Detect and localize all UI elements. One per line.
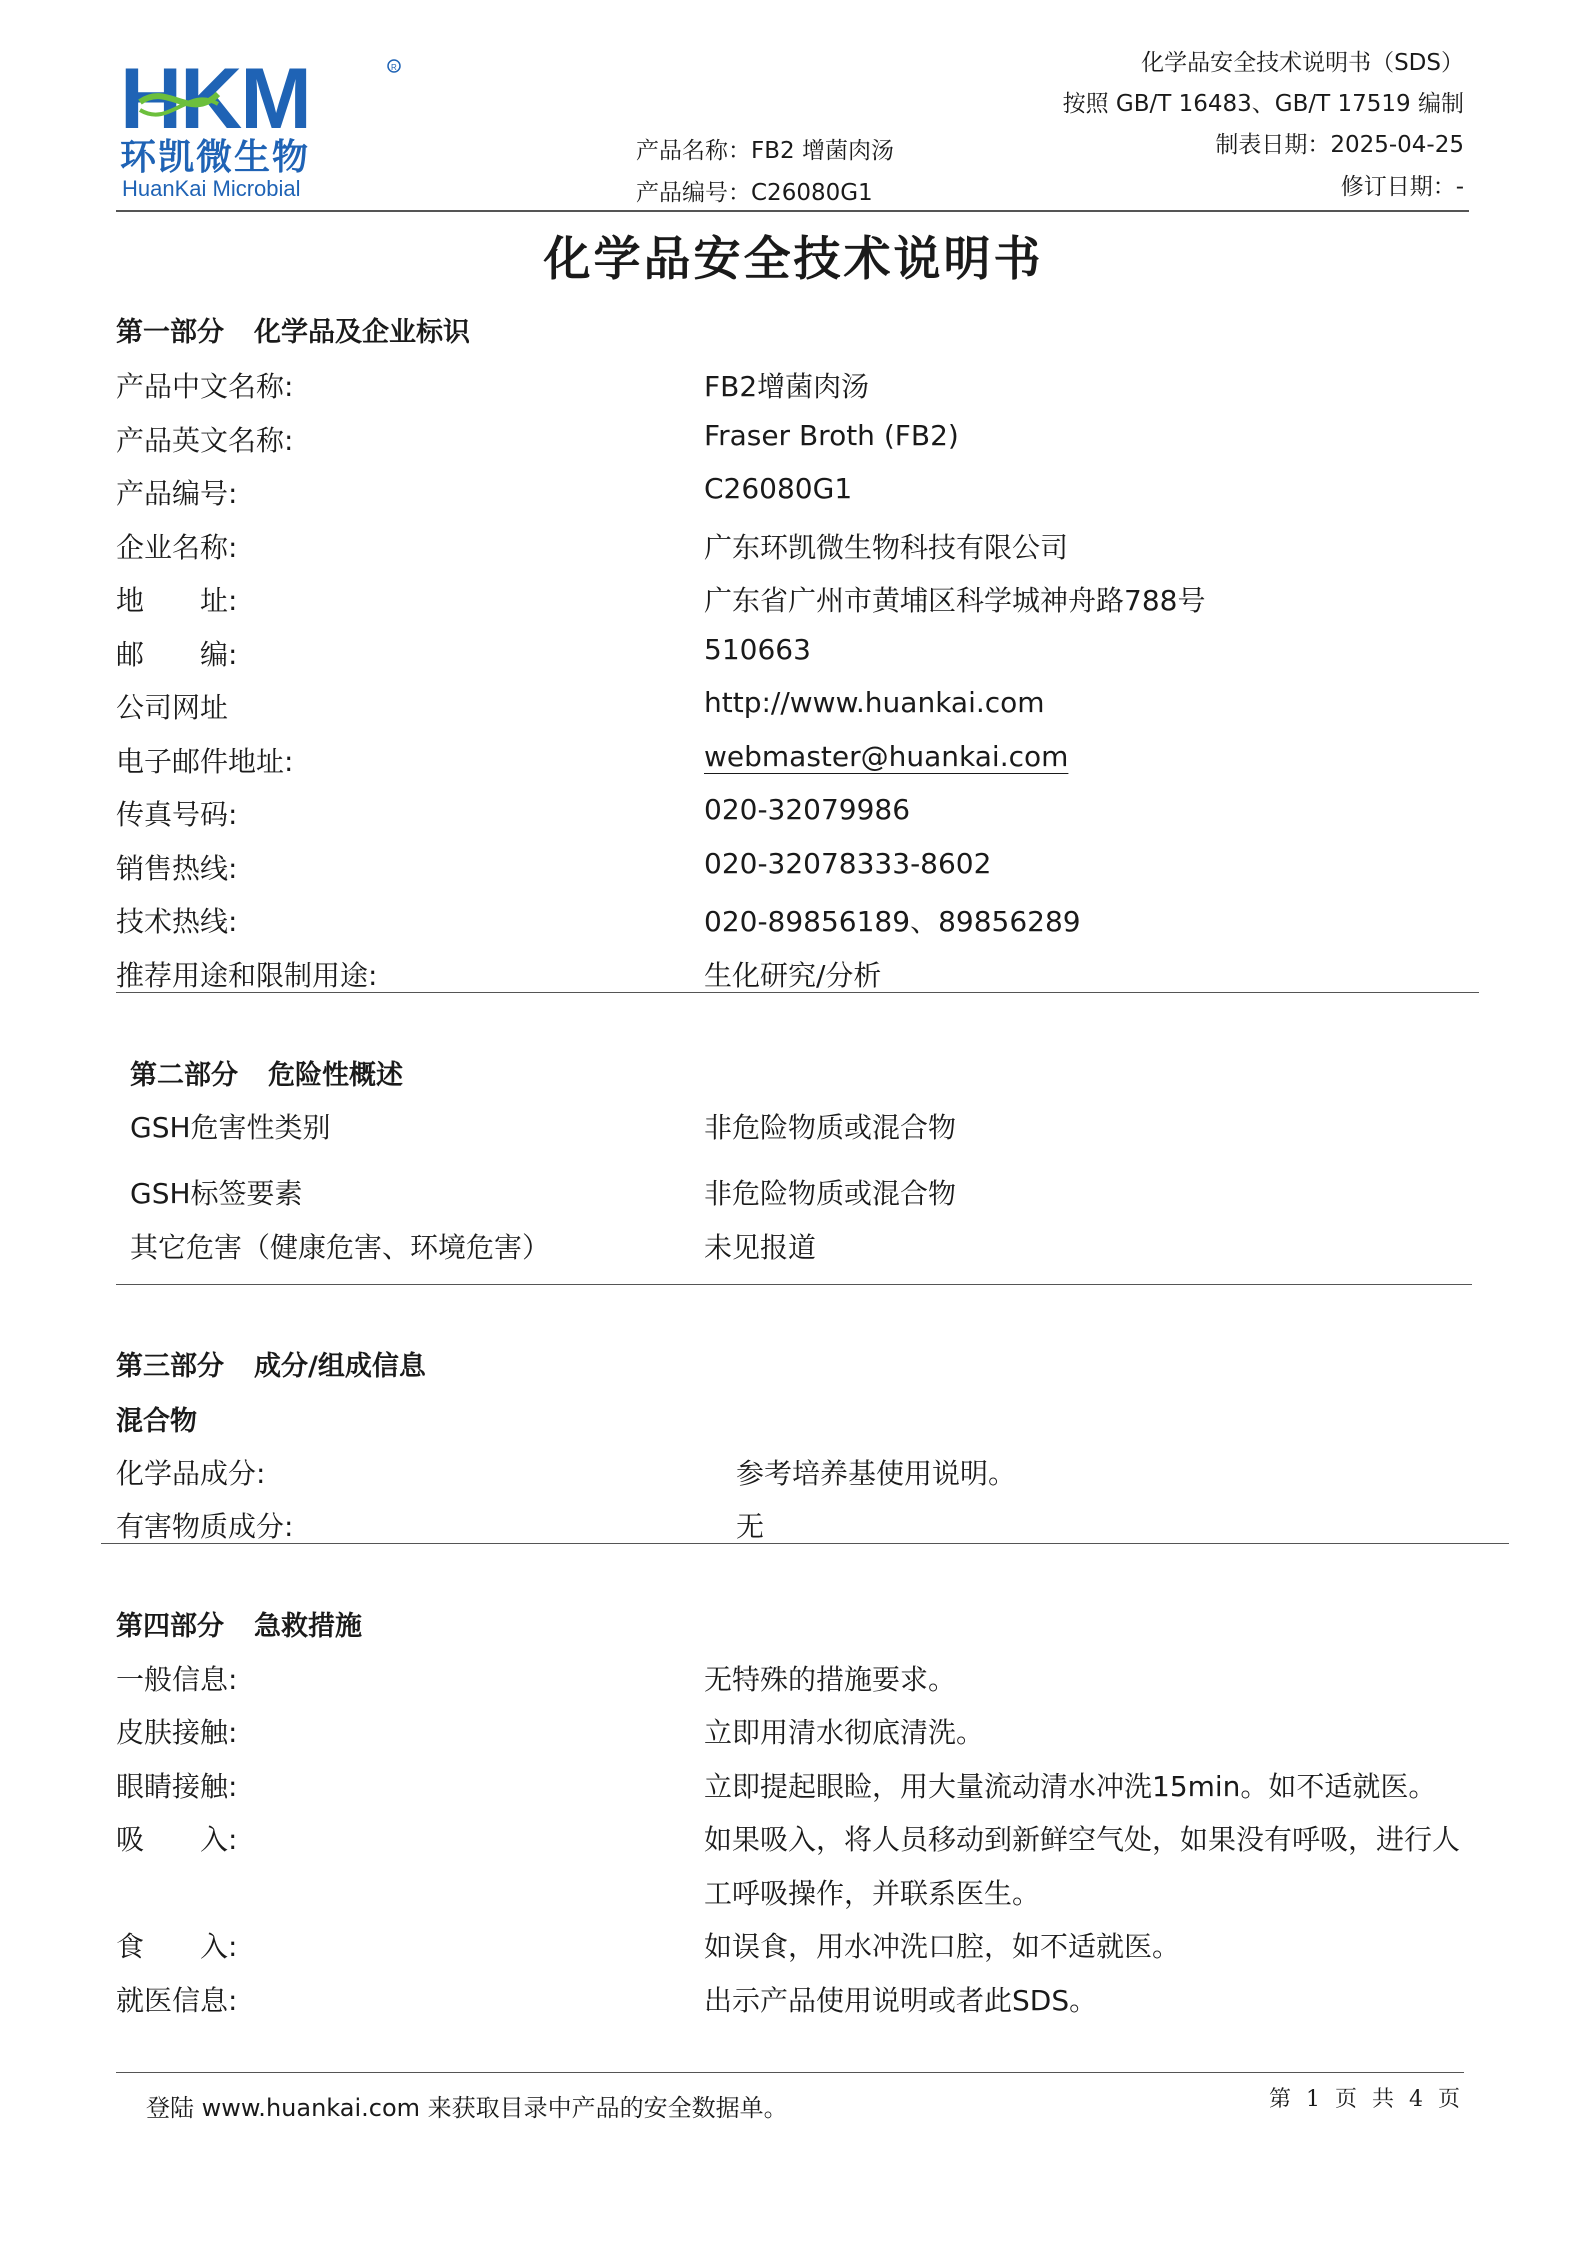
- value-product-code: C26080G1: [704, 472, 853, 505]
- value-address: 广东省广州市黄埔区科学城神舟路788号: [704, 584, 1206, 617]
- section3-divider: [101, 1543, 1509, 1544]
- value-tech-hotline: 020-89856189、89856289: [704, 905, 1081, 938]
- label-address: 地 址:: [116, 584, 238, 617]
- value-website[interactable]: http://www.huankai.com: [704, 686, 1045, 719]
- label-ghs-label: GSH标签要素: [130, 1177, 303, 1210]
- value-recommended-use: 生化研究/分析: [704, 959, 882, 992]
- label-postcode: 邮 编:: [116, 638, 238, 671]
- header-divider: [116, 210, 1469, 212]
- section4-number: 第四部分: [116, 1611, 224, 1642]
- label-product-en-name: 产品英文名称:: [116, 424, 294, 457]
- value-company-name: 广东环凯微生物科技有限公司: [704, 531, 1069, 564]
- value-ingestion: 如误食，用水冲洗口腔，如不适就医。: [704, 1930, 1181, 1963]
- value-skin-contact: 立即用清水彻底清洗。: [704, 1716, 985, 1749]
- value-hazardous-components: 无: [736, 1510, 765, 1543]
- standard-note: 按照 GB/T 16483、GB/T 17519 编制: [1062, 91, 1464, 117]
- label-medical-info: 就医信息:: [116, 1984, 238, 2017]
- value-ghs-class: 非危险物质或混合物: [704, 1111, 957, 1144]
- page-number: 第 1 页 共 4 页: [1269, 2087, 1464, 2112]
- value-inhalation-cont: 工呼吸操作，并联系医生。: [704, 1877, 1041, 1910]
- page-title: 化学品安全技术说明书: [543, 232, 1044, 287]
- header-product-code: 产品编号：C26080G1: [636, 180, 873, 206]
- label-fax: 传真号码:: [116, 798, 238, 831]
- value-ghs-label: 非危险物质或混合物: [704, 1177, 957, 1210]
- value-fax: 020-32079986: [704, 793, 911, 826]
- section2-heading: [130, 1053, 403, 1092]
- value-other-hazards: 未见报道: [704, 1231, 817, 1264]
- section4-heading: [116, 1604, 362, 1643]
- logo-letters: HKM: [120, 52, 310, 147]
- doc-type: 化学品安全技术说明书（SDS）: [1141, 50, 1464, 76]
- value-inhalation: 如果吸入，将人员移动到新鲜空气处，如果没有呼吸，进行人: [704, 1823, 1461, 1856]
- section1-divider: [116, 992, 1479, 993]
- label-inhalation: 吸 入:: [116, 1823, 238, 1856]
- value-product-cn-name: FB2增菌肉汤: [704, 370, 870, 403]
- label-other-hazards: 其它危害（健康危害、环境危害）: [130, 1231, 551, 1264]
- label-eye-contact: 眼睛接触:: [116, 1770, 238, 1803]
- value-eye-contact: 立即提起眼睑，用大量流动清水冲洗15min。如不适就医。: [704, 1770, 1437, 1803]
- section1-heading: [116, 310, 470, 349]
- label-hazardous-components: 有害物质成分:: [116, 1510, 294, 1543]
- section2-number: 第二部分: [130, 1060, 238, 1091]
- label-ingestion: 食 入:: [116, 1930, 238, 1963]
- label-sales-hotline: 销售热线:: [116, 852, 238, 885]
- value-product-en-name: Fraser Broth (FB2): [704, 419, 959, 452]
- company-logo: [118, 52, 408, 202]
- label-company-name: 企业名称:: [116, 531, 238, 564]
- section3-subheading: 混合物: [116, 1406, 197, 1437]
- header-product-name: 产品名称：FB2 增菌肉汤: [636, 138, 894, 164]
- revision-date: 修订日期：-: [1340, 174, 1464, 200]
- value-postcode: 510663: [704, 633, 811, 666]
- label-product-cn-name: 产品中文名称:: [116, 370, 294, 403]
- section1-title: 化学品及企业标识: [254, 317, 470, 348]
- section3-title: 成分/组成信息: [254, 1351, 426, 1382]
- issue-date: 制表日期：2025-04-25: [1215, 132, 1464, 158]
- section3-number: 第三部分: [116, 1351, 224, 1382]
- label-website: 公司网址: [116, 691, 229, 724]
- email-link[interactable]: webmaster@huankai.com: [704, 740, 1069, 773]
- svg-text:R: R: [391, 63, 397, 72]
- value-medical-info: 出示产品使用说明或者此SDS。: [704, 1984, 1098, 2017]
- footer-divider: [116, 2072, 1464, 2073]
- label-ghs-class: GSH危害性类别: [130, 1111, 331, 1144]
- label-recommended-use: 推荐用途和限制用途:: [116, 959, 378, 992]
- logo-english: HuanKai Microbial: [122, 176, 301, 201]
- section1-number: 第一部分: [116, 317, 224, 348]
- label-product-code: 产品编号:: [116, 477, 238, 510]
- label-general-info: 一般信息:: [116, 1663, 238, 1696]
- logo-chinese: 环凯微生物: [120, 137, 311, 178]
- label-email: 电子邮件地址:: [116, 745, 294, 778]
- label-tech-hotline: 技术热线:: [116, 905, 238, 938]
- label-chemical-components: 化学品成分:: [116, 1457, 266, 1490]
- value-general-info: 无特殊的措施要求。: [704, 1663, 957, 1696]
- section3-heading: [116, 1344, 426, 1383]
- label-skin-contact: 皮肤接触:: [116, 1716, 238, 1749]
- hkm-logo-graphic: [118, 52, 408, 202]
- value-sales-hotline: 020-32078333-8602: [704, 847, 992, 880]
- section2-title: 危险性概述: [268, 1060, 403, 1091]
- value-chemical-components: 参考培养基使用说明。: [736, 1457, 1017, 1490]
- section4-title: 急救措施: [254, 1611, 362, 1642]
- section2-divider: [116, 1284, 1472, 1285]
- footer-note: 登陆 www.huankai.com 来获取目录中产品的安全数据单。: [146, 2094, 788, 2122]
